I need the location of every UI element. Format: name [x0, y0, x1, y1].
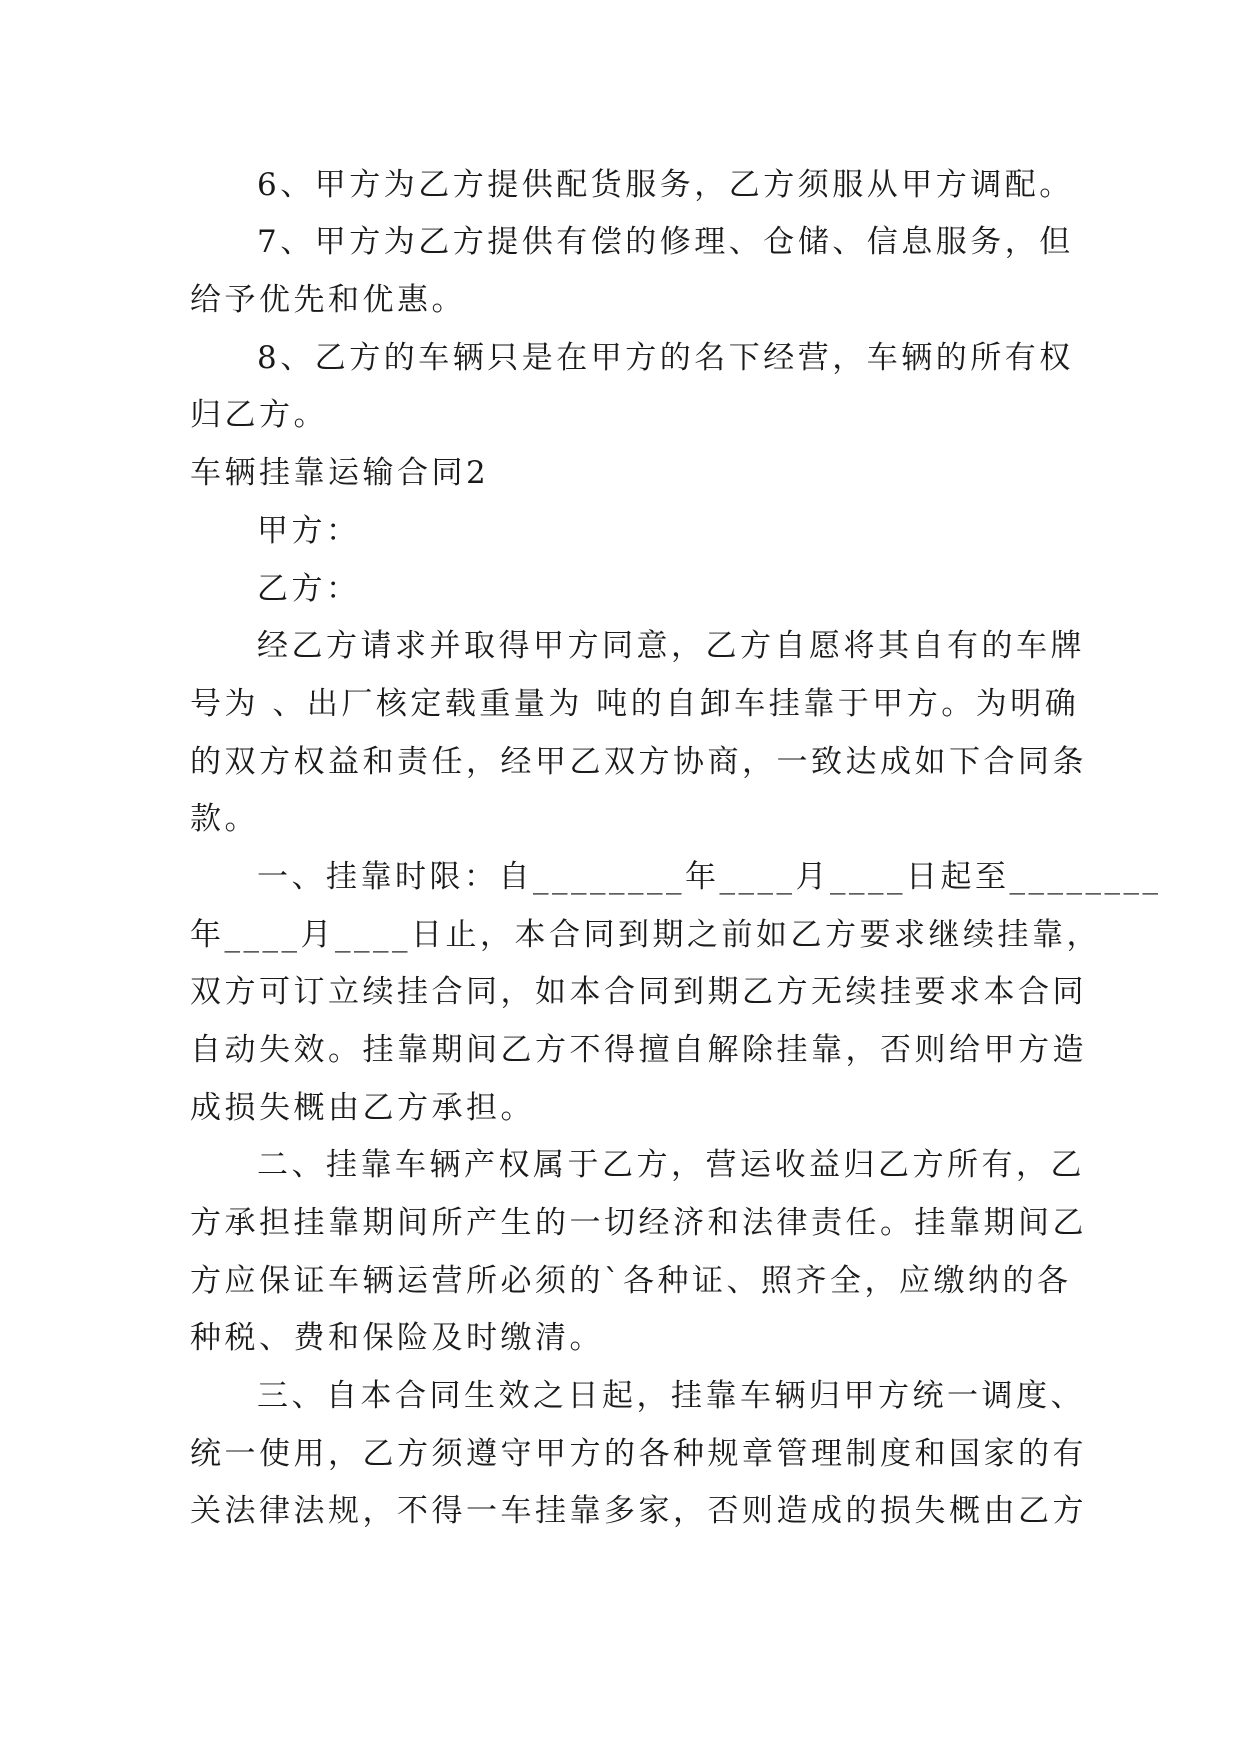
paragraph-line: 自动失效。挂靠期间乙方不得擅自解除挂靠，否则给甲方造: [190, 1032, 1087, 1068]
paragraph-line: 经乙方请求并取得甲方同意，乙方自愿将其自有的车牌: [257, 628, 1085, 664]
paragraph-line: 款。: [190, 801, 259, 837]
paragraph-line: 成损失概由乙方承担。: [190, 1090, 535, 1126]
paragraph-line: 二、挂靠车辆产权属于乙方，营运收益归乙方所有，乙: [257, 1147, 1085, 1183]
paragraph-line: 一、挂靠时限：自________年____月____日起至________: [257, 859, 1162, 895]
section-title: 车辆挂靠运输合同2: [190, 455, 490, 491]
paragraph-line: 归乙方。: [190, 397, 328, 433]
paragraph-line: 方应保证车辆运营所必须的`各种证、照齐全，应缴纳的各: [190, 1263, 1072, 1299]
party-b-label: 乙方：: [257, 571, 361, 607]
paragraph-line: 方承担挂靠期间所产生的一切经济和法律责任。挂靠期间乙: [190, 1205, 1087, 1241]
paragraph-line: 年____月____日止，本合同到期之前如乙方要求继续挂靠，: [190, 917, 1101, 953]
paragraph-line: 的双方权益和责任，经甲乙双方协商，一致达成如下合同条: [190, 744, 1087, 780]
paragraph-line: 统一使用，乙方须遵守甲方的各种规章管理制度和国家的有: [190, 1436, 1087, 1472]
paragraph-line: 关法律法规，不得一车挂靠多家，否则造成的损失概由乙方: [190, 1493, 1087, 1529]
paragraph-line: 种税、费和保险及时缴清。: [190, 1320, 604, 1356]
paragraph-line: 6、甲方为乙方提供配货服务，乙方须服从甲方调配。: [257, 167, 1074, 203]
paragraph-line: 8、乙方的车辆只是在甲方的名下经营，车辆的所有权: [257, 340, 1074, 376]
paragraph-line: 双方可订立续挂合同，如本合同到期乙方无续挂要求本合同: [190, 974, 1087, 1010]
paragraph-line: 7、甲方为乙方提供有偿的修理、仓储、信息服务，但: [257, 224, 1074, 260]
paragraph-line: 号为 、出厂核定载重量为 吨的自卸车挂靠于甲方。为明确: [190, 686, 1080, 722]
party-a-label: 甲方：: [257, 513, 361, 549]
paragraph-line: 三、自本合同生效之日起，挂靠车辆归甲方统一调度、: [257, 1378, 1085, 1414]
paragraph-line: 给予优先和优惠。: [190, 282, 466, 318]
